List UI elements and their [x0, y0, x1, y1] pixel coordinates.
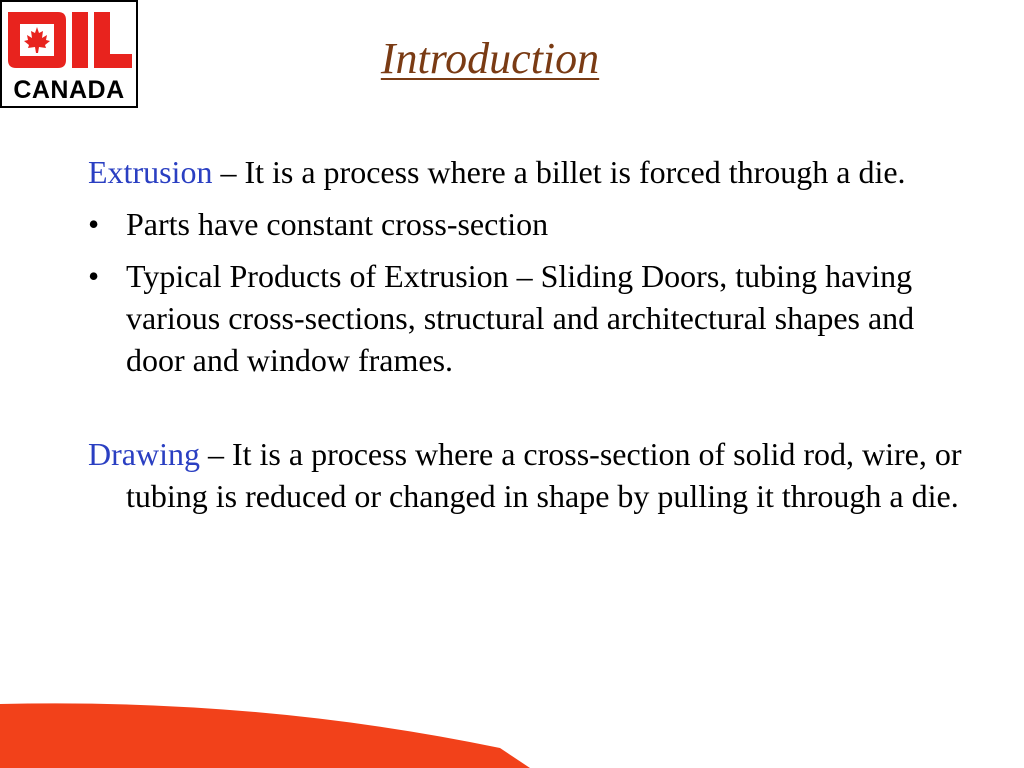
bullet-mark: •	[88, 258, 100, 294]
extrusion-definition: – It is a process where a billet is forced through a die.	[212, 154, 906, 190]
bullet-text: Parts have constant cross-section	[126, 206, 549, 242]
extrusion-paragraph	[88, 151, 968, 193]
bullet-list	[88, 203, 968, 381]
page-title: Introduction	[380, 34, 600, 83]
list-item	[88, 255, 968, 381]
drawing-term: Drawing	[88, 436, 200, 472]
bullet-text: Typical Products of Extrusion – Sliding Doors, tubing having various cross-sections, structural and architectural shapes and door and window frames.	[126, 258, 915, 378]
drawing-paragraph	[88, 433, 968, 517]
list-item	[88, 203, 968, 245]
footer-swoosh	[0, 698, 1024, 768]
extrusion-term: Extrusion	[88, 154, 213, 190]
logo-canada-text: CANADA	[13, 76, 125, 104]
drawing-definition: – It is a process where a cross-section of solid rod, wire, or tubing is reduced or changed in shape by pulling it through a die.	[126, 436, 962, 514]
slide-content	[88, 151, 968, 517]
bullet-mark: •	[88, 206, 100, 242]
